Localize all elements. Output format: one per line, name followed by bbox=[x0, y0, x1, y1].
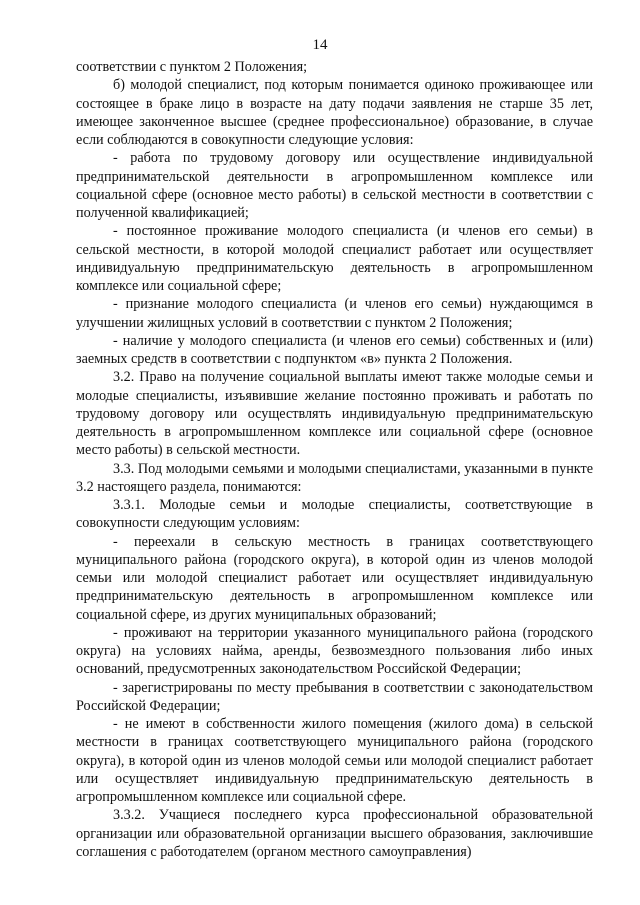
paragraph-3-3-2: 3.3.2. Учащиеся последнего курса профессиональной образовательной организации или образовательной организации высшего образования, заключившие соглашения с работодателем (органом местного самоуправления) bbox=[76, 807, 593, 860]
condition-rental: - проживают на территории указанного муниципального района (городского округа) на условиях найма, аренды, безвозмездного пользования либо иных оснований, предусмотренных законодательством Российской Федерации; bbox=[76, 624, 593, 678]
condition-employment: - работа по трудовому договору или осуществление индивидуальной предпринимательской деятельности в агропромышленном комплексе или социальной сфере (основное место работы) в сельской местности в соответствии с полученной квалификацией; bbox=[76, 150, 593, 221]
condition-housing-need: - признание молодого специалиста (и членов его семьи) нуждающимся в улучшении жилищных условий в соответствии с пунктом 2 Положения; bbox=[76, 296, 593, 331]
condition-relocated: - переехали в сельскую местность в границах соответствующего муниципального района (городского округа), в которой один из членов молодой семьи или молодой специалист работает или осуществляет индивидуальную предпринимательскую деятельность в агропромышленном комплексе или социальной сфере, из других муниципальных образований; bbox=[76, 533, 593, 623]
page-number: 14 bbox=[312, 37, 328, 53]
condition-registered: - зарегистрированы по месту пребывания в соответствии с законодательством Российской Федерации; bbox=[76, 679, 593, 714]
paragraph-3-3-1: 3.3.1. Молодые семьи и молодые специалисты, соответствующие в совокупности следующим условиям: bbox=[76, 497, 593, 532]
document-body bbox=[76, 58, 593, 861]
condition-no-property: - не имеют в собственности жилого помещения (жилого дома) в сельской местности в границах соответствующего муниципального района (городского округа), в которой один из членов молодой семьи или молодой специалист работает или осуществляет индивидуальную предпринимательскую деятельность в агропромышленном комплексе или социальной сфере. bbox=[76, 716, 593, 805]
paragraph-3-3: 3.3. Под молодыми семьями и молодыми специалистами, указанными в пункте 3.2 настоящего раздела, понимаются: bbox=[76, 460, 593, 495]
paragraph-continuation: соответствии с пунктом 2 Положения; bbox=[76, 59, 308, 75]
paragraph-young-specialist: б) молодой специалист, под которым понимается одиноко проживающее или состоящее в браке лицо в возрасте на дату подачи заявления не старше 35 лет, имеющее законченное высшее (среднее профессиональное) образование, в случае если соблюдаются в совокупности следующие условия: bbox=[76, 77, 593, 148]
paragraph-3-2: 3.2. Право на получение социальной выплаты имеют также молодые семьи и молодые специалисты, изъявившие желание постоянно проживать и работать по трудовому договору или осуществлять индивидуальную предпринимательскую деятельность в агропромышленном комплексе или социальной сфере (основное место работы) в сельской местности. bbox=[76, 369, 593, 459]
condition-residence: - постоянное проживание молодого специалиста (и членов его семьи) в сельской местности, в которой молодой специалист работает или осуществляет индивидуальную предпринимательскую деятельность в агропромышленном комплексе или социальной сфере; bbox=[76, 223, 593, 294]
condition-funds: - наличие у молодого специалиста (и членов его семьи) собственных и (или) заемных средств в соответствии с подпунктом «в» пункта 2 Положения. bbox=[76, 332, 593, 367]
